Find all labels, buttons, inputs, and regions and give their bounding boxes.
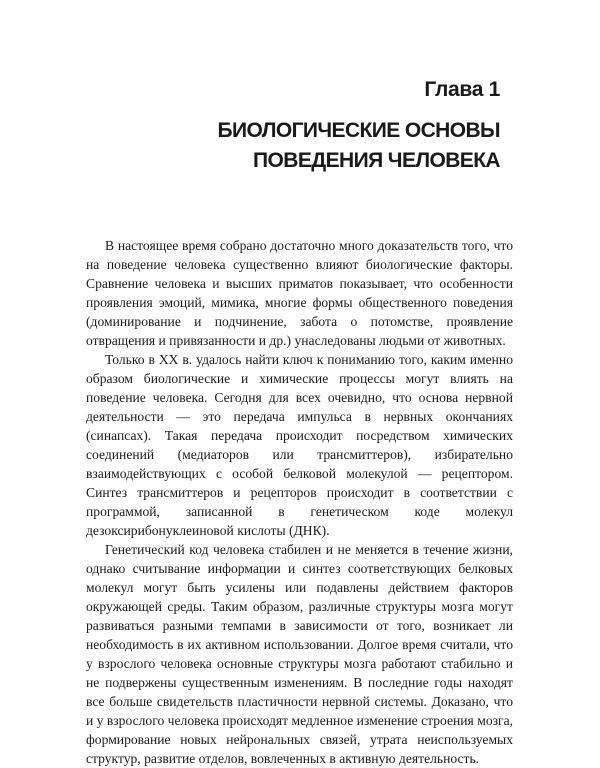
- chapter-number: Глава 1: [424, 78, 500, 101]
- body-text: [86, 236, 513, 768]
- chapter-title-line: БИОЛОГИЧЕСКИЕ ОСНОВЫ: [217, 119, 500, 142]
- paragraph: В настоящее время собрано достаточно много доказательств того, что на поведение человека существенно влияют биологические факторы. Сравнение человека и высших приматов показывает, что особенности проявления эмоций, мимика, многие формы общественного поведения (доминирование и подчинение, забота о потомстве, проявление отвращения и привязанности и др.) унаследованы людьми от животных.: [86, 238, 513, 348]
- chapter-title-line: ПОВЕДЕНИЯ ЧЕЛОВЕКА: [253, 149, 500, 172]
- paragraph: Генетический код человека стабилен и не меняется в течение жизни, однако считывание информации и синтез соответствующих белковых молекул могут быть усилены или подавлены действием факторов окружающей среды. Таким образом, различные структуры мозга могут развиваться разными темпами в зависимости от того, возникает ли необходимость в их активном использовании. Долгое время считали, что у взрослого человека основные структуры мозга работают стабильно и не подвержены существенным изменениям. В последние годы находят все больше свидетельств пластичности нервной системы. Доказано, что и у взрослого человека происходят медленное изменение строения мозга, формирование новых нейрональных связей, утрата неиспользуемых структур, развитие отделов, вовлеченных в активную деятельность.: [86, 542, 513, 766]
- chapter-title: [100, 116, 500, 176]
- paragraph: Только в XX в. удалось найти ключ к пониманию того, каким именно образом биологические и химические процессы могут влиять на поведение человека. Сегодня для всех очевидно, что основа нервной деятельности — это передача импульса в нервных окончаниях (синапсах). Такая передача происходит посредством химических соединений (медиаторов или трансмиттеров), избирательно взаимодействующих с особой белковой молекулой — рецептором. Синтез трансмиттеров и рецепторов происходит в соответствии с программой, записанной в генетическом коде молекул дезоксирибонуклеиновой кислоты (ДНК).: [86, 352, 513, 538]
